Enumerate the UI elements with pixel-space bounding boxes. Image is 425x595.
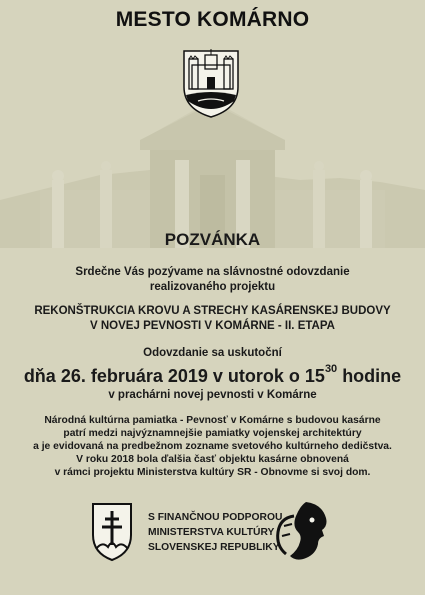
project-title-line-1: REKONŠTRUKCIA KROVU A STRECHY KASÁRENSKEJ BUDOVY — [34, 305, 391, 317]
page-title: MESTO KOMÁRNO — [115, 8, 310, 31]
support-line: MINISTERSTVA KULTÚRY — [148, 527, 275, 538]
event-time-minutes: 30 — [324, 363, 338, 375]
event-place: v prachárni novej pevnosti v Komárne — [108, 389, 317, 401]
invitation-heading: POZVÁNKA — [164, 230, 261, 249]
support-text — [148, 510, 282, 555]
description-line: v rámci projektu Ministerstva kultúry SR - Obnovme si svoj dom. — [54, 467, 371, 478]
description-line: patrí medzi najvýznamnejšie pamiatky vojenskej architektúry — [63, 428, 362, 439]
greeting-line-2: realizovaného projektu — [149, 281, 276, 293]
support-line: SLOVENSKEJ REPUBLIKY — [148, 542, 280, 553]
event-date — [0, 363, 425, 387]
description-line: a je evidovaná na predbežnom zozname svetového kultúrneho dedičstva. — [33, 441, 392, 452]
project-title-line-2: V NOVEJ PEVNOSTI V KOMÁRNE - II. ETAPA — [90, 320, 335, 332]
support-line: S FINANČNOU PODPOROU — [148, 512, 283, 523]
slovak-coat-of-arms-icon — [90, 501, 134, 563]
handover-label: Odovzdanie sa uskutoční — [143, 347, 282, 359]
event-date-main: dňa 26. februára 2019 v utorok o 15 — [23, 366, 325, 386]
profile-face-logo-icon — [272, 496, 334, 568]
greeting-line-1: Srdečne Vás pozývame na slávnostné odovzdanie — [75, 266, 350, 278]
event-date-suffix: hodine — [337, 366, 402, 386]
description-line: Národná kultúrna pamiatka - Pevnosť v Komárne s budovou kasárne — [44, 415, 381, 426]
description-line: V roku 2018 bola ďalšia časť objektu kasárne obnovená — [76, 454, 349, 465]
komarno-crest-icon — [180, 47, 242, 119]
